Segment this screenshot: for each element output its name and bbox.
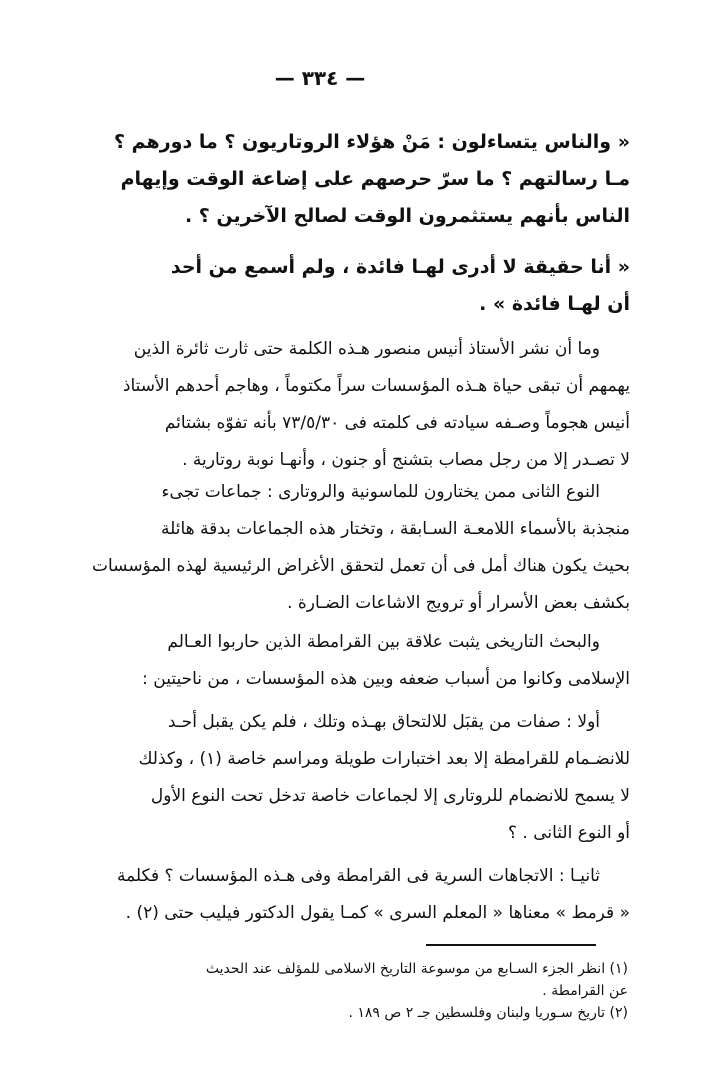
quote-paragraph-2: [60, 249, 630, 323]
text-line: « والناس يتساءلون : مَنْ هؤلاء الروتاريون ؟ ما دورهم ؟: [114, 131, 630, 153]
text-line: يهمهم أن تبقى حياة هـذه المؤسسات سراً مكتوماً ، وهاجم أحدهم الأستاذ: [122, 376, 630, 396]
text-line: للانضـمام للقرامطة إلا بعد اختبارات طويلة ومراسم خاصة (١) ، وكذلك: [138, 749, 630, 769]
text-line: النوع الثانى ممن يختارون للماسونية والروتارى : جماعات تجىء: [161, 482, 600, 502]
text-line: أنيس هجوماً وصـفه سيادته فى كلمته فى ٧٣/٥/٣٠ بأنه تفوّه بشتائم: [164, 413, 630, 433]
footnote-line: عن القرامطة .: [542, 983, 628, 999]
text-line: منجذبة بالأسماء اللامعـة السـابقة ، وتختار هذه الجماعات بدقة هائلة: [160, 519, 630, 539]
footnote-1: [68, 958, 628, 1024]
body-paragraph-5: [60, 858, 630, 932]
text-line: الناس بأنهم يستثمرون الوقت لصالح الآخرين ؟ .: [184, 205, 630, 227]
text-line: أن لهـا فائدة » .: [479, 293, 630, 315]
text-line: بحيث يكون هناك أمل فى أن تعمل لتحقق الأغراض الرئيسية لهذه المؤسسات: [91, 556, 630, 576]
body-paragraph-3: [60, 624, 630, 698]
page-number: — ٣٣٤ —: [274, 66, 366, 90]
text-line: مـا رسالتهم ؟ ما سرّ حرصهم على إضاعة الوقت وإيهام: [120, 168, 630, 190]
quote-paragraph-1: [60, 124, 630, 235]
text-line: وما أن نشر الأستاذ أنيس منصور هـذه الكلمة حتى ثارت ثائرة الذين: [133, 339, 600, 359]
text-line: لا يسمح للانضمام للروتارى إلا لجماعات خاصة تدخل تحت النوع الأول: [150, 786, 630, 806]
text-line: والبحث التاريخى يثبت علاقة بين القرامطة الذين حاربوا العـالم: [167, 632, 600, 652]
text-line: « أنا حقيقة لا أدرى لهـا فائدة ، ولم أسمع من أحد: [170, 256, 630, 278]
text-line: ثانيـا : الاتجاهات السرية فى القرامطة وفى هـذه المؤسسات ؟ فكلمة: [116, 866, 600, 886]
text-line: « قرمط » معناها « المعلم السرى » كمـا يقول الدكتور فيليب حتى (٢) .: [125, 903, 630, 923]
body-paragraph-1: [60, 331, 630, 479]
footnote-line: (١) انظر الجزء السـابع من موسوعة التاريخ الاسلامى للمؤلف عند الحديث: [205, 961, 628, 977]
text-line: الإسلامى وكانوا من أسباب ضعفه وبين هذه المؤسسات ، من ناحيتين :: [142, 669, 630, 689]
footnote-2: (٢) تاريخ سـوريا ولبنان وفلسطين جـ ٢ ص ١٨٩ .: [348, 1005, 628, 1021]
text-line: بكشف بعض الأسرار أو ترويج الاشاعات الضـارة .: [287, 593, 630, 613]
text-line: أولا : صفات من يقبَل للالتحاق بهـذه وتلك ، فلم يكن يقبل أحـد: [167, 712, 600, 732]
footnote-divider: [426, 944, 596, 946]
body-paragraph-2: [60, 474, 630, 622]
text-line: أو النوع الثانى . ؟: [507, 823, 630, 843]
text-line: لا تصـدر إلا من رجل مصاب بتشنج أو جنون ، وأنهـا نوبة روتارية .: [182, 450, 630, 470]
body-paragraph-4: [60, 704, 630, 852]
